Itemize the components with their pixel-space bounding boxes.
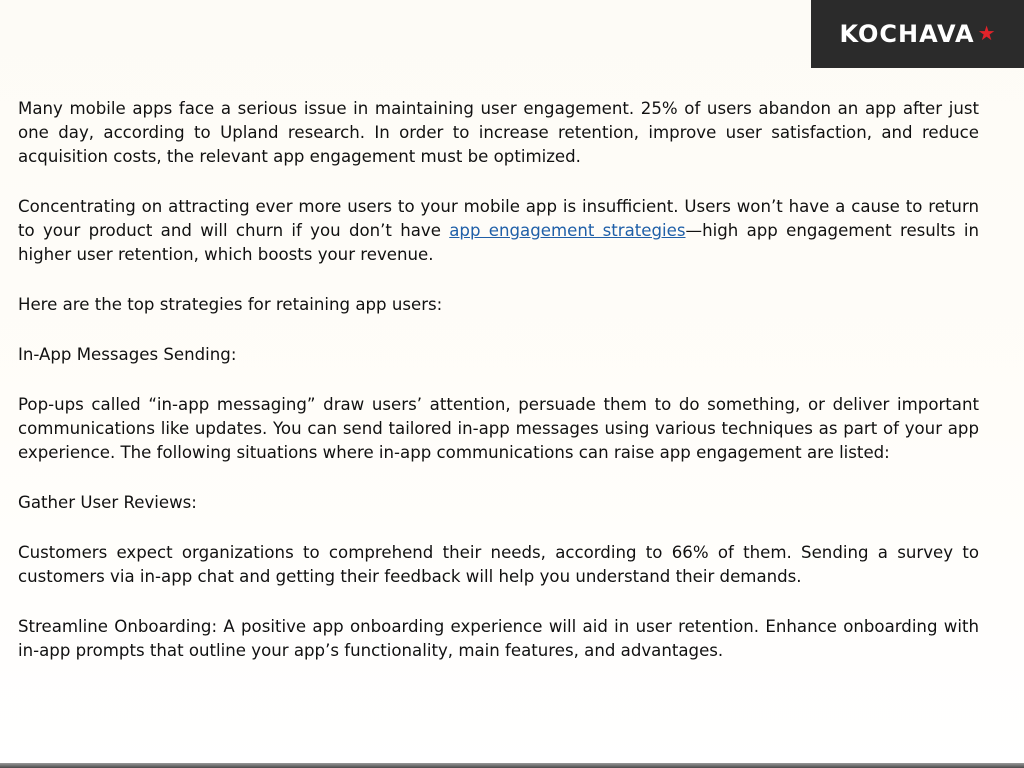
star-icon: ★ — [977, 21, 996, 45]
paragraph-pop-ups: Pop-ups called “in-app messaging” draw users’ attention, persuade them to do something, or deliver important communications like updates. You can send tailored in-app messages using various techniques as part of your app experience. The following situations where in-app communications can raise app engagement are listed: — [18, 395, 979, 462]
article-body — [18, 97, 979, 689]
logo-wordmark: KOCHAVA — [839, 20, 975, 48]
kochava-logo — [811, 0, 1024, 68]
heading-in-app-messages: In-App Messages Sending: — [18, 345, 237, 364]
bottom-divider — [0, 763, 1024, 768]
app-engagement-strategies-link[interactable]: app engagement strategies — [449, 221, 686, 240]
paragraph-onboarding: Streamline Onboarding: A positive app onboarding experience will aid in user retention. Enhance onboarding with in-app prompts that outline your app’s functionality, main features, and advantages. — [18, 617, 979, 660]
paragraph-customers: Customers expect organizations to comprehend their needs, according to 66% of them. Sending a survey to customers via in-app chat and getting their feedback will help you understand their demands. — [18, 543, 979, 586]
paragraph-top-strategies: Here are the top strategies for retaining app users: — [18, 295, 443, 314]
paragraph-text: —high app engagement results in higher user retention, which boosts your revenue. — [18, 221, 979, 264]
paragraph-text: Concentrating on attracting ever more users to your mobile app is insufficient. Users won’t have a cause to return to your product and will churn if you don’t have — [18, 197, 979, 240]
paragraph-intro: Many mobile apps face a serious issue in maintaining user engagement. 25% of users abandon an app after just one day, according to Upland research. In order to increase retention, improve user satisfaction, and reduce acquisition costs, the relevant app engagement must be optimized. — [18, 99, 979, 166]
heading-gather-reviews: Gather User Reviews: — [18, 493, 197, 512]
paragraph-concentrating — [18, 195, 979, 267]
